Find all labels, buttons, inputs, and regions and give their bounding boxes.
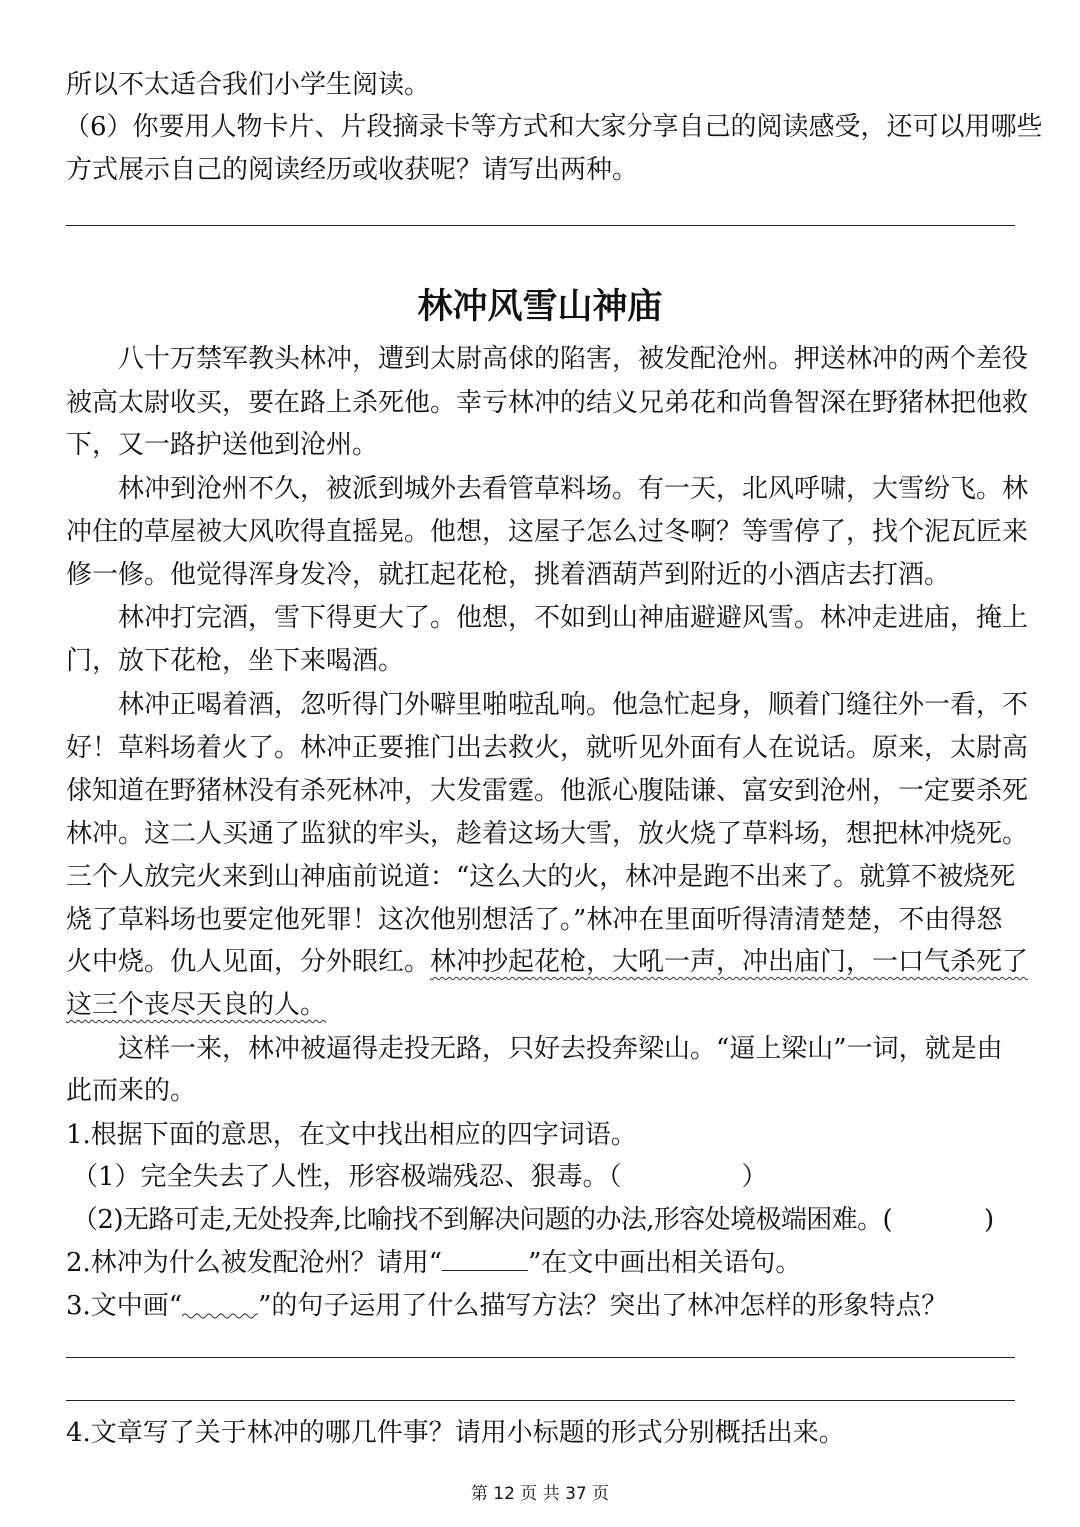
paragraph-line: 冲住的草屋被大风吹得直摇晃。他想，这屋子怎么过冬啊？等雪停了，找个泥瓦匠来 bbox=[66, 517, 1029, 547]
question-1-2: （2)无路可走,无处投奔,比喻找不到解决问题的办法,形容处境极端困难。( ) bbox=[72, 1205, 994, 1235]
paragraph-line: 林冲打完酒，雪下得更大了。他想，不如到山神庙避避风雪。林冲走进庙，掩上 bbox=[118, 603, 1029, 633]
paragraph-line bbox=[66, 947, 1029, 977]
story-title: 林冲风雪山神庙 bbox=[417, 287, 663, 327]
question-6-line: 方式展示自己的阅读经历或收获呢？请写出两种。 bbox=[66, 155, 639, 185]
wavy-underlined-sentence: 这三个丧尽天良的人。 bbox=[66, 990, 327, 1020]
paragraph-line: 烧了草料场也要定他死罪！这次他别想活了。”林冲在里面听得清清楚楚，不由得怒 bbox=[66, 905, 1003, 935]
paragraph-line: 被高太尉收买，要在路上杀死他。幸亏林冲的结义兄弟花和尚鲁智深在野猪林把他救 bbox=[66, 388, 1029, 418]
text-line: 所以不太适合我们小学生阅读。 bbox=[66, 70, 431, 100]
wavy-underlined-sentence: 林冲抄起花枪，大吼一声，冲出庙门，一口气杀死了 bbox=[430, 947, 1029, 977]
answer-line[interactable] bbox=[66, 1400, 1015, 1401]
paragraph-line: 修一修。他觉得浑身发冷，就扛起花枪，挑着酒葫芦到附近的小酒店去打酒。 bbox=[66, 560, 951, 590]
paragraph-line: 此而来的。 bbox=[66, 1076, 197, 1106]
straight-underline-sample bbox=[442, 1248, 528, 1271]
paragraph-line: 下，又一路护送他到沧州。 bbox=[66, 430, 379, 460]
answer-line[interactable] bbox=[66, 1357, 1015, 1358]
question-1: 1.根据下面的意思，在文中找出相应的四字词语。 bbox=[66, 1120, 637, 1150]
answer-line bbox=[66, 225, 1015, 226]
question-3: 3.文中画“ ”的句子运用了什么描写方法？突出了林冲怎样的形象特点？ bbox=[66, 1291, 948, 1321]
paragraph-line: 三个人放完火来到山神庙前说道：“这么大的火，林冲是跑不出来了。就算不被烧死 bbox=[66, 862, 1016, 892]
paragraph-line: 八十万禁军教头林冲，遭到太尉高俅的陷害，被发配沧州。押送林冲的两个差役 bbox=[118, 344, 1029, 374]
plain-text: 火中烧。仇人见面，分外眼红。 bbox=[66, 947, 431, 977]
paragraph-line: 林冲到沧州不久，被派到城外去看管草料场。有一天，北风呼啸，大雪纷飞。林 bbox=[118, 474, 1029, 504]
question-1-1: （1）完全失去了人性，形容极端残忍、狠毒。（ ） bbox=[72, 1162, 768, 1192]
paragraph-line: 俅知道在野猪林没有杀死林冲，大发雷霆。他派心腹陆谦、富安到沧州，一定要杀死 bbox=[66, 776, 1029, 806]
paragraph-line: 门，放下花枪，坐下来喝酒。 bbox=[66, 646, 405, 676]
page-number: 第 12 页 共 37 页 bbox=[470, 1484, 610, 1504]
question-2: 2.林冲为什么被发配沧州？请用“ ”在文中画出相关语句。 bbox=[66, 1248, 802, 1278]
wavy-underline-sample bbox=[182, 1292, 258, 1314]
question-6-line: （6）你要用人物卡片、片段摘录卡等方式和大家分享自己的阅读感受，还可以用哪些 bbox=[64, 112, 1043, 142]
question-4: 4.文章写了关于林冲的哪几件事？请用小标题的形式分别概括出来。 bbox=[66, 1418, 845, 1448]
paragraph-line: 林冲。这二人买通了监狱的牢头，趁着这场大雪，放火烧了草料场，想把林冲烧死。 bbox=[66, 819, 1029, 849]
paragraph-line bbox=[66, 990, 1016, 1020]
paragraph-line: 这样一来，林冲被逼得走投无路，只好去投奔梁山。“逼上梁山”一词，就是由 bbox=[118, 1034, 1003, 1064]
paragraph-line: 林冲正喝着酒，忽听得门外噼里啪啦乱响。他急忙起身，顺着门缝往外一看，不 bbox=[118, 690, 1029, 720]
paragraph-line: 好！草料场着火了。林冲正要推门出去救火，就听见外面有人在说话。原来，太尉高 bbox=[66, 733, 1029, 763]
